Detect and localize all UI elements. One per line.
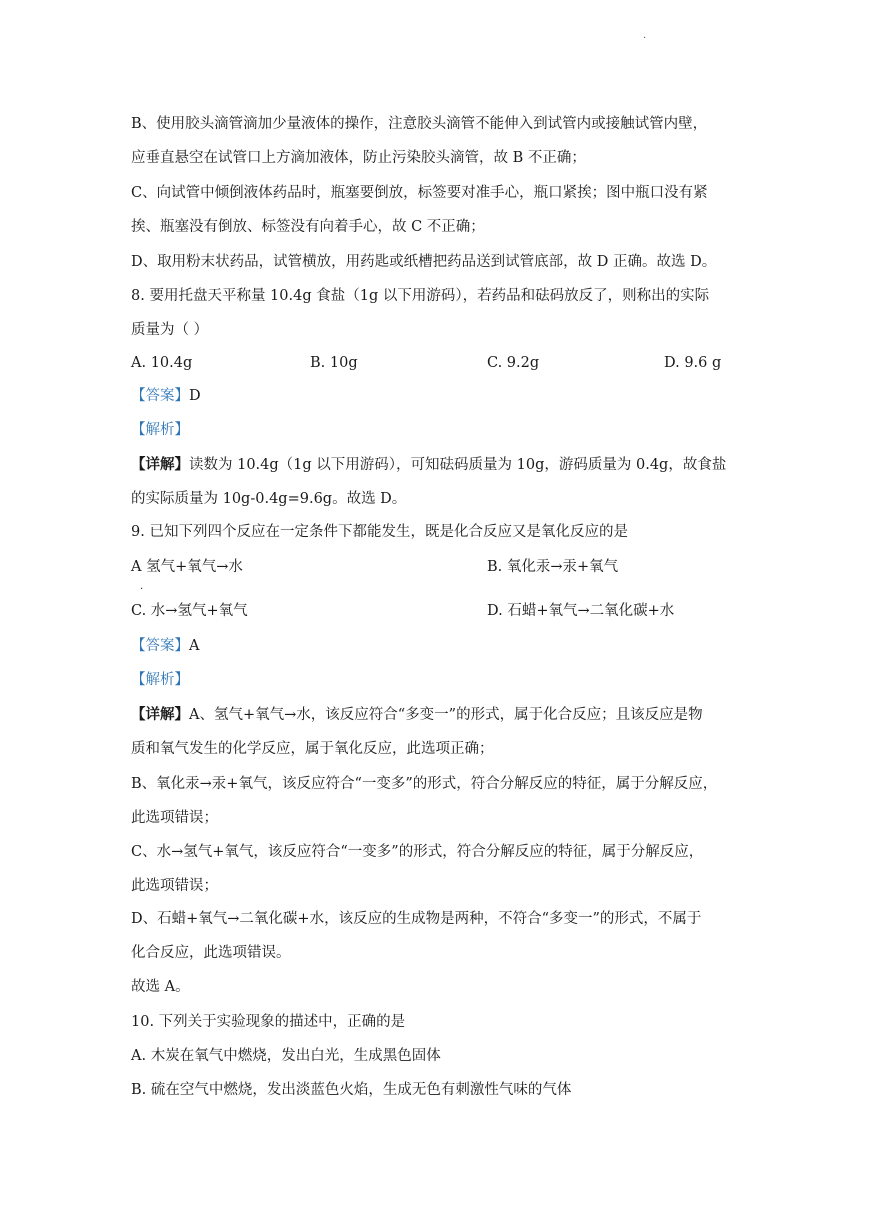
answer-line — [131, 386, 201, 406]
analysis-label: 【解析】 — [131, 422, 189, 438]
q9-option-a: A 氢气+氧气→水 — [131, 559, 243, 575]
detail-text: 读数为 10.4g（1g 以下用游码），可知砝码质量为 10g，游码质量为 0.4g，故食盐 — [189, 457, 727, 473]
q9-option-c: C. 水→氢气+氧气 — [131, 603, 248, 619]
question-10-stem: 10. 下列关于实验现象的描述中，正确的是 — [131, 1014, 406, 1030]
analysis-line — [131, 420, 189, 440]
detail-text: A、氢气+氧气→水，该反应符合“多变一”的形式，属于化合反应；且该反应是物 — [189, 707, 703, 723]
detail-label: 【详解】 — [131, 706, 189, 723]
analysis-label: 【解析】 — [131, 672, 189, 688]
text-line: C、水→氢气+氧气，该反应符合“一变多”的形式，符合分解反应的特征，属于分解反应， — [131, 844, 704, 860]
text-line: 挨、瓶塞没有倒放、标签没有向着手心，故 C 不正确； — [131, 219, 485, 235]
q8-option-d: D. 9.6 g — [664, 355, 722, 371]
answer-value: A — [189, 638, 200, 654]
detail-line — [131, 455, 726, 475]
analysis-line — [131, 670, 189, 690]
text-line: D、取用粉末状药品，试管横放，用药匙或纸槽把药品送到试管底部，故 D 正确。故选 D。 — [131, 254, 717, 270]
q10-option-b: B. 硫在空气中燃烧，发出淡蓝色火焰，生成无色有刺激性气味的气体 — [131, 1082, 572, 1098]
q9-option-d: D. 石蜡+氧气→二氧化碳+水 — [487, 603, 675, 619]
answer-label: 【答案】 — [131, 638, 189, 654]
text-line: 此选项错误； — [131, 878, 218, 894]
q9-option-b: B. 氧化汞→汞+氧气 — [487, 559, 619, 575]
q8-option-a: A. 10.4g — [131, 355, 193, 371]
text-line: 化合反应，此选项错误。 — [131, 945, 291, 961]
text-line: 此选项错误； — [131, 810, 218, 826]
text-line: B、使用胶头滴管滴加少量液体的操作，注意胶头滴管不能伸入到试管内或接触试管内壁， — [131, 116, 708, 132]
detail-line — [131, 705, 703, 725]
conclusion-line: 故选 A。 — [131, 979, 190, 995]
text-line: D、石蜡+氧气→二氧化碳+水，该反应的生成物是两种，不符合“多变一”的形式，不属于 — [131, 911, 702, 927]
text-line: 的实际质量为 10g-0.4g=9.6g。故选 D。 — [131, 491, 407, 507]
text-line: 质和氧气发生的化学反应，属于氧化反应，此选项正确； — [131, 741, 494, 757]
answer-line — [131, 636, 199, 656]
question-8-stem: 8. 要用托盘天平称量 10.4g 食盐（1g 以下用游码），若药品和砝码放反了，则称出的实际 — [131, 288, 710, 304]
question-8-stem: 质量为（ ） — [131, 322, 209, 338]
answer-value: D — [189, 388, 201, 404]
question-9-stem: 9. 已知下列四个反应在一定条件下都能发生，既是化合反应又是氧化反应的是 — [131, 524, 628, 540]
answer-label: 【答案】 — [131, 388, 189, 404]
q10-option-a: A. 木炭在氧气中燃烧，发出白光，生成黑色固体 — [131, 1048, 441, 1064]
detail-label: 【详解】 — [131, 456, 189, 473]
text-line: B、氧化汞→汞+氧气，该反应符合“一变多”的形式，符合分解反应的特征，属于分解反应， — [131, 776, 718, 792]
text-line: C、向试管中倾倒液体药品时，瓶塞要倒放，标签要对准手心，瓶口紧挨；图中瓶口没有紧 — [131, 185, 708, 201]
q8-option-c: C. 9.2g — [487, 355, 540, 371]
stray-dot: . — [140, 581, 144, 592]
header-dot: . — [643, 30, 647, 41]
q8-option-b: B. 10g — [310, 355, 358, 371]
text-line: 应垂直悬空在试管口上方滴加液体，防止污染胶头滴管，故 B 不正确； — [131, 150, 586, 166]
